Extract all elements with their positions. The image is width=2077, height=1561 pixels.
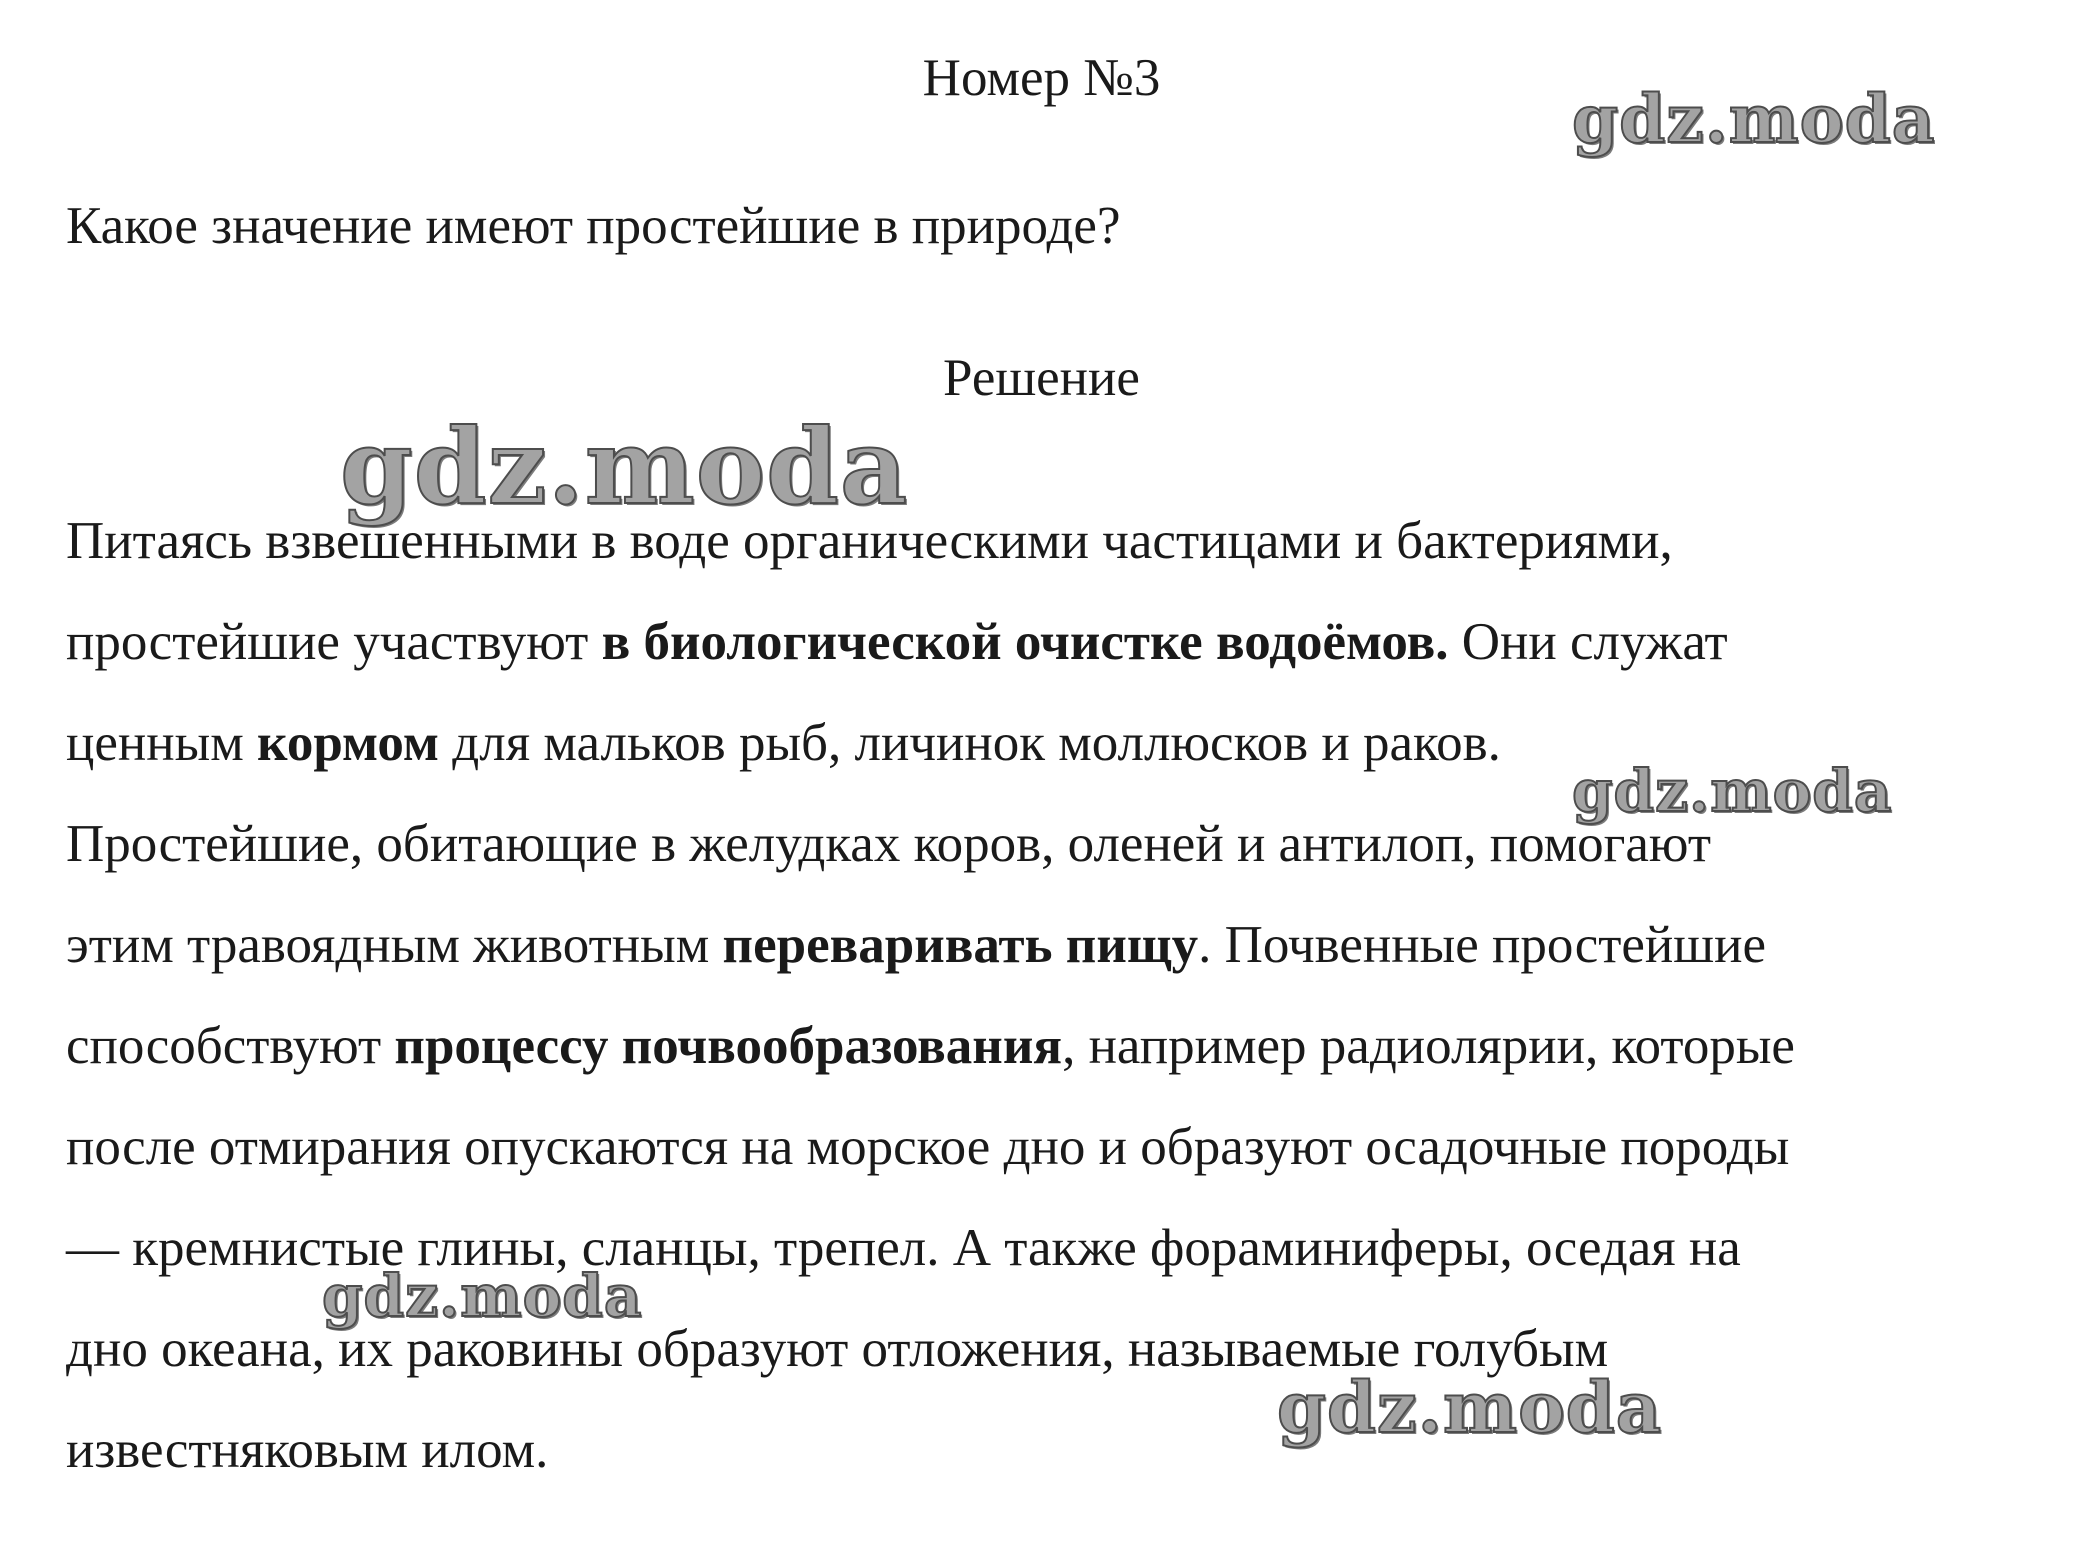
exercise-number-title: Номер №3 [922,49,1161,107]
answer-text-segment: способствуют [66,1017,395,1075]
answer-text-segment: этим травоядным животным [66,916,723,974]
answer-line [66,693,2026,794]
answer-bold-term: переваривать пищу [722,916,1199,974]
solution-heading: Решение [943,349,1140,407]
answer-text-segment: Питаясь взвешенными в воде органическими частицами и бактериями, [66,512,1673,570]
answer-line [66,592,2026,693]
answer-text-segment: ценным [66,714,258,772]
question-text: Какое значение имеют простейшие в природе? [66,197,1121,255]
watermark-logo: gdz.moda [1572,80,1936,158]
answer-line [66,491,2026,592]
answer-text-segment: , например радиолярии, которые [1062,1017,1795,1075]
answer-line [66,1400,2026,1501]
watermark-logo: gdz.moda [322,1262,643,1330]
answer-text-segment: — кремнистые глины, сланцы, трепел. А также фораминиферы, оседая на [66,1219,1741,1277]
answer-text-segment: Простейшие, обитающие в желудках коров, оленей и антилоп, помогают [66,815,1711,873]
answer-line [66,1299,2026,1400]
answer-line [66,895,2026,996]
answer-line [66,794,2026,895]
watermark-logo: gdz.moda [1572,757,1893,825]
watermark-logo: gdz.moda [1277,1366,1663,1449]
answer-text-segment: дно океана, их раковины образуют отложения, называемые голубым [66,1320,1609,1378]
answer-text-segment: . Почвенные простейшие [1198,916,1766,974]
answer-text-segment: после отмирания опускаются на морское дно и образуют осадочные породы [66,1118,1790,1176]
answer-text-segment: известняковым илом. [66,1421,549,1479]
answer-text-segment: для мальков рыб, личинок моллюсков и раков. [439,714,1501,772]
answer-bold-term: в биологической очистке водоёмов. [601,613,1449,671]
answer-bold-term: процессу почвообразования [394,1017,1063,1075]
answer-line [66,1097,2026,1198]
answer-line [66,996,2026,1097]
watermark-logo: gdz.moda [340,405,909,528]
answer-bold-term: кормом [257,714,440,772]
answer-text-segment: Они служат [1448,613,1728,671]
answer-line [66,1198,2026,1299]
answer-paragraph [66,491,2026,1501]
answer-text-segment: простейшие участвуют [66,613,602,671]
